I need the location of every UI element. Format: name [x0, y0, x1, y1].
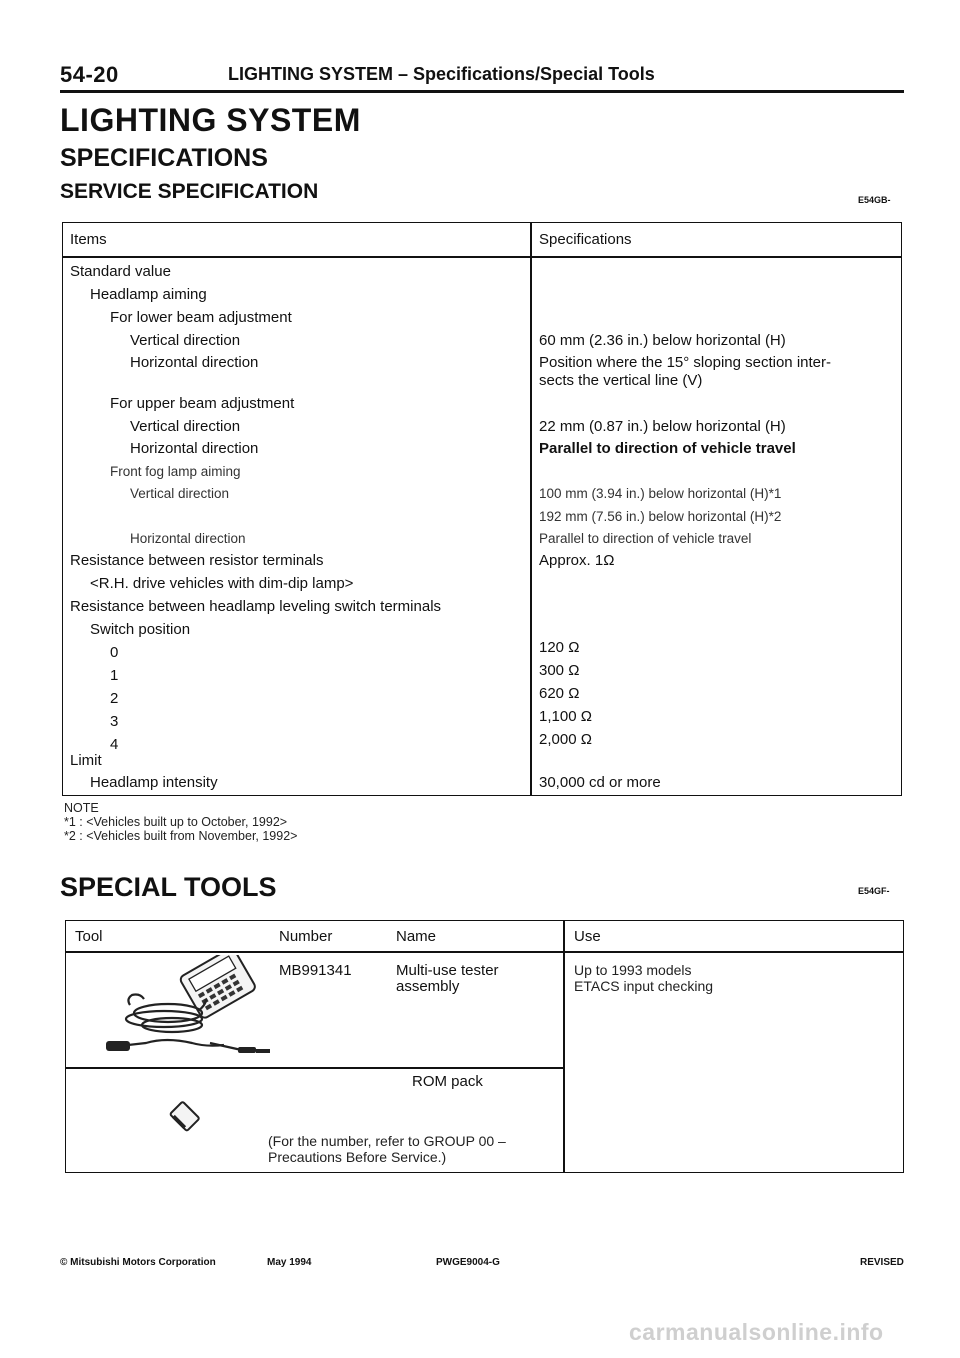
item-label: Horizontal direction — [130, 440, 259, 457]
spec-value: 1,100 Ω — [539, 708, 592, 725]
spec-value: 300 Ω — [539, 662, 580, 679]
item-label: Standard value — [70, 263, 171, 280]
section-title: LIGHTING SYSTEM — [60, 102, 361, 138]
spec-value: Position where the 15° sloping section inter- — [539, 354, 831, 371]
service-specification-heading: SERVICE SPECIFICATION — [60, 180, 319, 203]
item-label: Resistance between headlamp leveling switch terminals — [70, 598, 442, 615]
tool-number: MB991341 — [279, 962, 352, 979]
spec-value: 120 Ω — [539, 639, 580, 656]
column-header-specifications: Specifications — [539, 231, 632, 248]
item-label: Headlamp aiming — [90, 286, 207, 303]
footer-doc-code: PWGE9004-G — [436, 1257, 500, 1268]
special-tools-heading: SPECIAL TOOLS — [60, 872, 277, 902]
item-label: 0 — [110, 644, 119, 661]
running-title: LIGHTING SYSTEM – Specifications/Special Tools — [228, 64, 655, 84]
spec-value: 30,000 cd or more — [539, 774, 661, 791]
column-header-use: Use — [574, 928, 601, 945]
item-label: Vertical direction — [130, 486, 230, 501]
tools-code: E54GF- — [858, 886, 890, 896]
spec-value: 620 Ω — [539, 685, 580, 702]
spec-value: Parallel to direction of vehicle travel — [539, 531, 752, 546]
header-divider — [66, 951, 903, 953]
watermark: carmanualsonline.info — [629, 1319, 884, 1345]
footer-date: May 1994 — [267, 1257, 312, 1268]
column-divider — [530, 223, 532, 795]
note-block — [64, 801, 297, 843]
footer-copyright: © Mitsubishi Motors Corporation — [60, 1257, 216, 1268]
spec-value: 2,000 Ω — [539, 731, 592, 748]
item-label: Horizontal direction — [130, 354, 259, 371]
item-label: Headlamp intensity — [90, 774, 218, 791]
column-header-name: Name — [396, 928, 437, 945]
item-label: Resistance between resistor terminals — [70, 552, 324, 569]
item-label: Vertical direction — [130, 332, 241, 349]
tool-use: Up to 1993 models — [574, 962, 692, 978]
item-label: Front fog lamp aiming — [110, 464, 241, 479]
footer-status: REVISED — [860, 1257, 904, 1268]
specifications-heading: SPECIFICATIONS — [60, 144, 268, 172]
spec-value: Approx. 1Ω — [539, 552, 615, 569]
item-label: 2 — [110, 690, 119, 707]
multi-use-tester-illustration — [106, 955, 276, 1065]
special-tools-table — [65, 920, 904, 1173]
service-code: E54GB- — [858, 195, 891, 205]
item-label: Switch position — [90, 621, 191, 638]
tool-name: assembly — [396, 978, 460, 995]
spec-value: 100 mm (3.94 in.) below horizontal (H)*1 — [539, 486, 782, 501]
tool-reference: Precautions Before Service.) — [268, 1149, 447, 1165]
tool-use: ETACS input checking — [574, 978, 714, 994]
note-line: *2 : <Vehicles built from November, 1992> — [64, 829, 298, 843]
header-divider — [63, 256, 901, 258]
column-header-number: Number — [279, 928, 333, 945]
spec-value: 22 mm (0.87 in.) below horizontal (H) — [539, 418, 786, 435]
item-label: Vertical direction — [130, 418, 241, 435]
column-divider — [563, 921, 565, 1172]
service-spec-table — [62, 222, 902, 796]
tool-name: ROM pack — [412, 1073, 483, 1090]
header-rule — [60, 90, 904, 93]
item-label: Horizontal direction — [130, 531, 246, 546]
item-label: For upper beam adjustment — [110, 395, 295, 412]
item-label: <R.H. drive vehicles with dim-dip lamp> — [90, 575, 354, 592]
item-label: 1 — [110, 667, 119, 684]
item-label: 3 — [110, 713, 119, 730]
page-number: 54-20 — [60, 62, 119, 87]
item-label: 4 — [110, 736, 119, 753]
note-label: NOTE — [64, 801, 99, 815]
spec-value: Parallel to direction of vehicle travel — [539, 440, 796, 457]
row-divider — [66, 1067, 563, 1069]
rom-pack-illustration — [166, 1097, 202, 1137]
tool-reference: (For the number, refer to GROUP 00 – — [268, 1133, 506, 1149]
spec-value: 60 mm (2.36 in.) below horizontal (H) — [539, 332, 786, 349]
spec-value: 192 mm (7.56 in.) below horizontal (H)*2 — [539, 509, 782, 524]
column-header-tool: Tool — [75, 928, 103, 945]
spec-value: sects the vertical line (V) — [539, 372, 703, 389]
note-line: *1 : <Vehicles built up to October, 1992> — [64, 815, 288, 829]
item-label: For lower beam adjustment — [110, 309, 292, 326]
column-header-items: Items — [70, 231, 107, 248]
item-label: Limit — [70, 752, 102, 769]
tool-name: Multi-use tester — [396, 962, 499, 979]
